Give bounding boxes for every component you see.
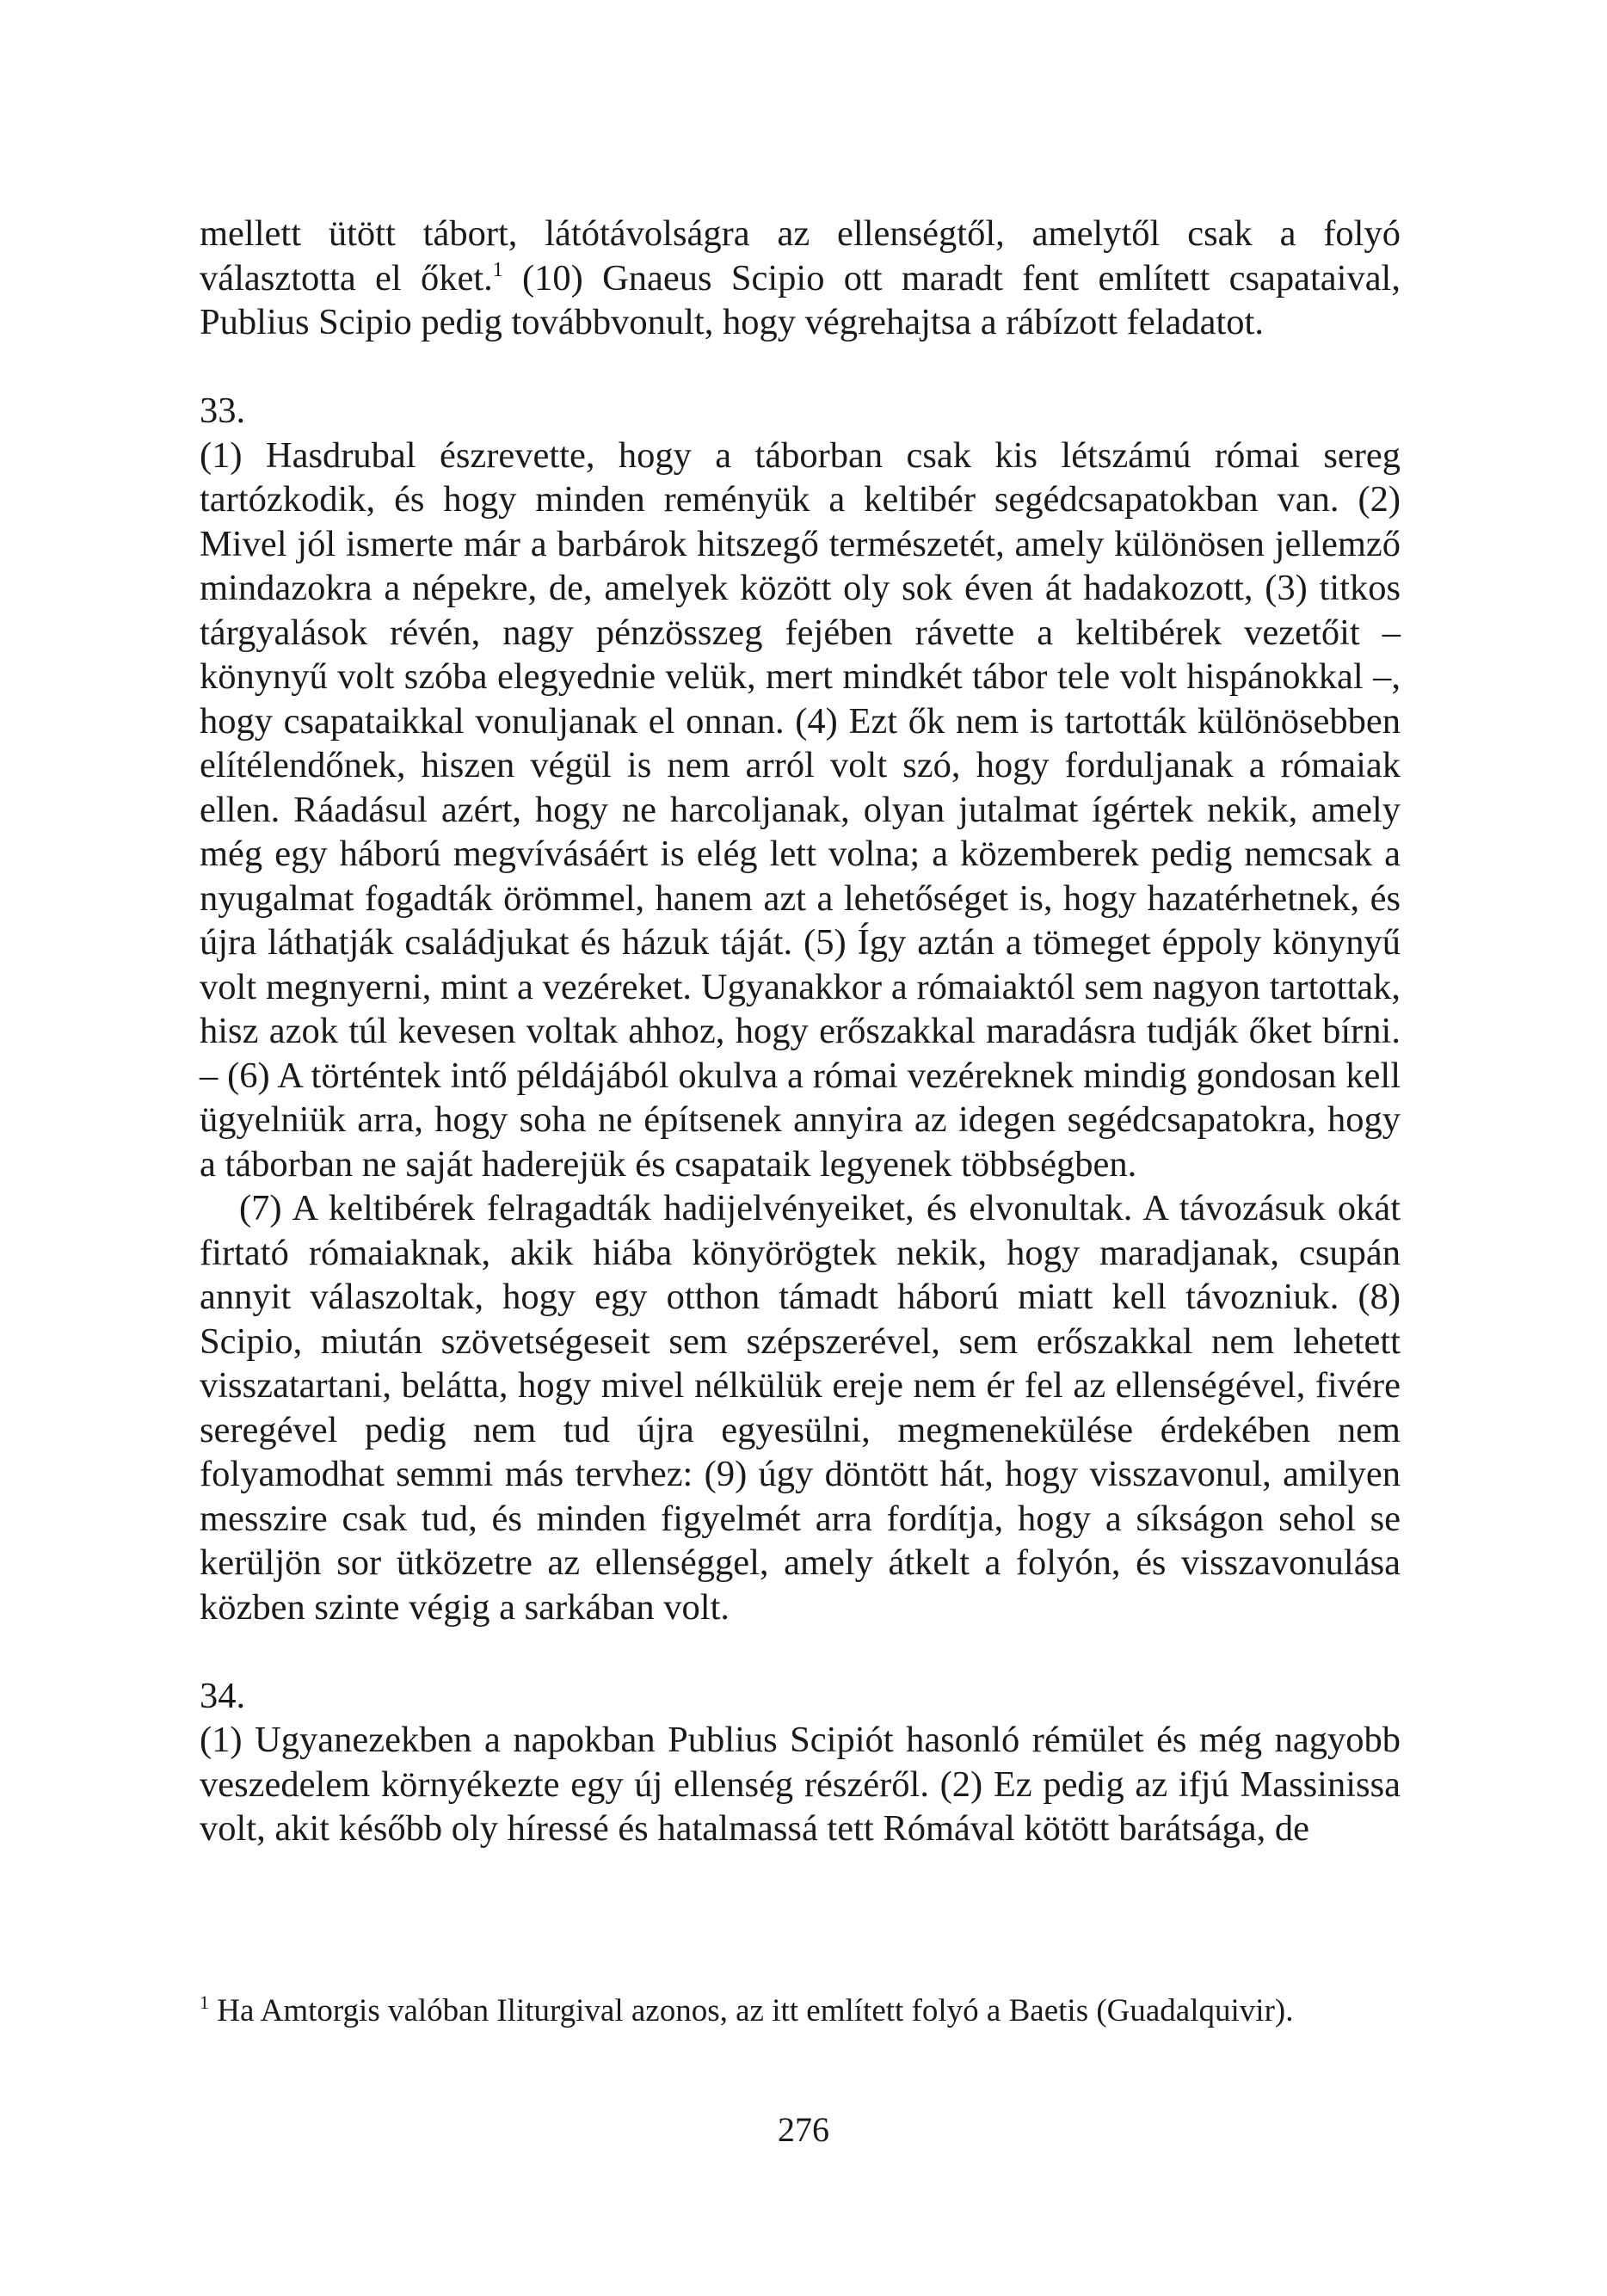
section-gap xyxy=(200,345,1401,390)
footnote-text: Ha Amtorgis valóban Iliturgival azonos, az itt említett folyó a Baetis (Guadalquivir). xyxy=(209,1993,1294,2028)
chapter-33-paragraph-2: (7) A keltibérek felragadták hadijelvényeiket, és elvonultak. A távozásuk okát firtató rómaiaknak, akik hiába könyörögtek nekik, hogy maradjanak, csupán annyit válaszoltak, hogy egy otthon támadt háború miatt kell távozniuk. (8) Scipio, miután szövetségeseit sem szépszerével, sem erőszakkal nem lehetett visszatartani, belátta, hogy mivel nélkülük ereje nem ér fel az ellenségével, fivére seregével pedig nem tud újra egyesülni, megmenekülése érdekében nem folyamodhat semmi más tervhez: (9) úgy döntött hát, hogy visszavonul, amilyen messzire csak tud, és minden figyelmét arra fordítja, hogy a síkságon sehol se kerüljön sor ütközetre az ellenséggel, amely átkelt a folyón, és visszavonulása közben szinte végig a sarkában volt. xyxy=(200,1188,1401,1628)
chapter-33-number: 33. xyxy=(200,391,246,431)
opening-text-b: (10) Gnaeus Scipio ott maradt fent említett csapataival, Publius Scipio pedig továbbvonult, hogy végrehajtsa a rábízott feladatot. xyxy=(200,257,1401,342)
footnote xyxy=(200,1991,1401,2031)
chapter-34-paragraph-1: (1) Ugyanezekben a napokban Publius Scipiót hasonló rémület és még nagyobb veszedelem környékezte egy új ellenség részéről. (2) Ez pedig az ifjú Massinissa volt, akit később oly híressé és hatalmassá tett Rómával kötött barátsága, de xyxy=(200,1720,1401,1849)
chapter-34-number: 34. xyxy=(200,1675,246,1716)
section-gap xyxy=(200,1629,1401,1674)
footnote-marker: 1 xyxy=(200,1991,209,2013)
footnote-reference[interactable]: 1 xyxy=(492,258,503,281)
opening-text-a: mellett ütött tábort, látótávolságra az ellenségtől, amelytől csak a folyó választotta el őket. xyxy=(200,213,1401,299)
chapter-33-paragraph-1: (1) Hasdrubal észrevette, hogy a táborban csak kis létszámú római sereg tartózkodik, és hogy minden reményük a keltibér segédcsapatokban van. (2) Mivel jól ismerte már a barbárok hitszegő természetét, amely különösen jellemző mindazokra a népekre, de, amelyek között oly sok éven át hadakozott, (3) titkos tárgyalások révén, nagy pénzösszeg fejében rávette a keltibérek vezetőit – könynyű volt szóba elegyednie velük, mert mindkét tábor tele volt hispánokkal –, hogy csapataikkal vonuljanak el onnan. (4) Ezt ők nem is tartották különösebben elítélendőnek, hiszen végül is nem arról volt szó, hogy forduljanak a rómaiak ellen. Ráadásul azért, hogy ne harcoljanak, olyan jutalmat ígértek nekik, amely még egy háború megvívásáért is elég lett volna; a közemberek pedig nemcsak a nyugalmat fogadták örömmel, hanem azt a lehetőséget is, hogy hazatérhetnek, és újra láthatják családjukat és házuk táját. (5) Így aztán a tömeget éppoly könynyű volt megnyerni, mint a vezéreket. Ugyanakkor a rómaiaktól sem nagyon tartottak, hisz azok túl kevesen voltak ahhoz, hogy erőszakkal maradásra tudják őket bírni. – (6) A történtek intő példájából okulva a római vezéreknek mindig gondosan kell ügyelniük arra, hogy soha ne építsenek annyira az idegen segédcsapatokra, hogy a táborban ne saját haderejük és csapataik legyenek többségben. xyxy=(200,434,1401,1185)
opening-paragraph xyxy=(200,212,1401,345)
page-number: 276 xyxy=(778,2110,829,2149)
page-body xyxy=(200,212,1401,1851)
